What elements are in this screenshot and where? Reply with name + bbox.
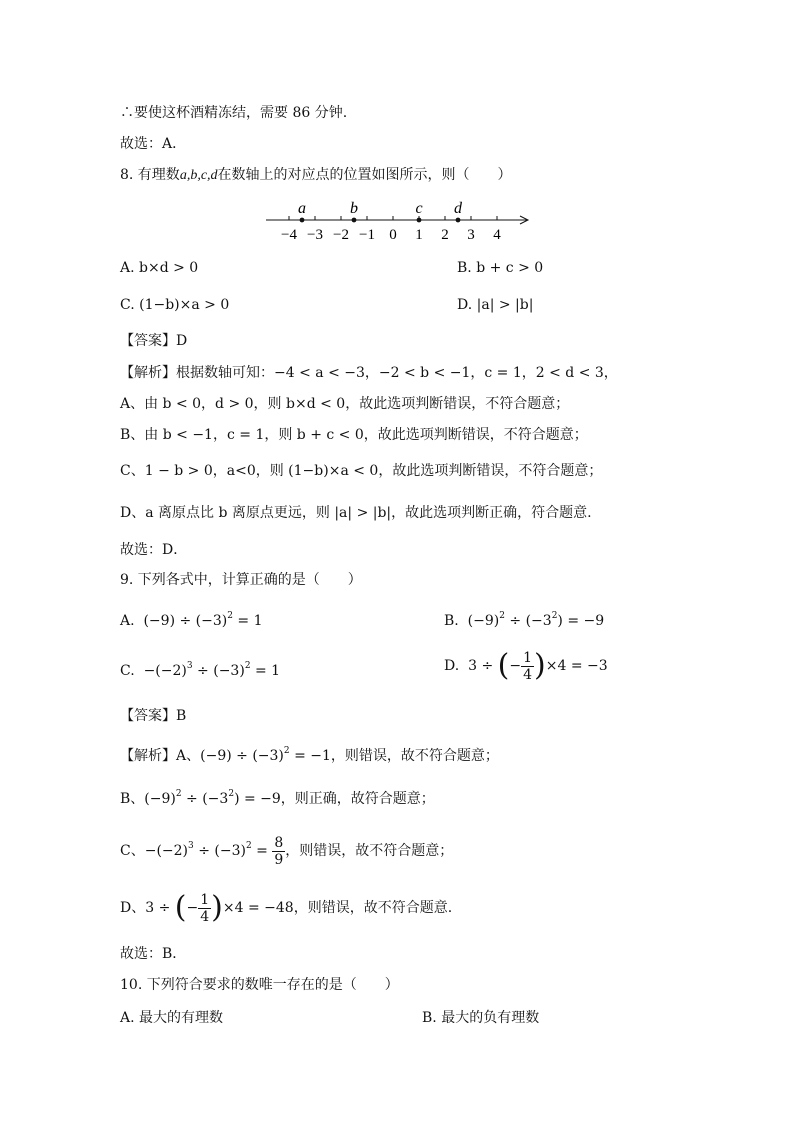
- q8-option-d: D. |a| > |b|: [457, 297, 534, 313]
- q9-option-a: A. $(-9) \div (-3)^2 = 1$: [120, 611, 263, 629]
- q9-analysis-b: B、$(-9)^2 \div (-3^2) = -9$，则正确，故符合题意；: [120, 789, 435, 807]
- axis-tick-label: −1: [359, 227, 375, 243]
- q10-stem: 10. 下列符合要求的数唯一存在的是（ ）: [120, 977, 399, 993]
- q8-option-b: B. b + c > 0: [457, 260, 544, 276]
- number-line-figure: [260, 194, 540, 244]
- q9-answer: 【答案】B: [120, 708, 187, 724]
- q9-analysis-a: 【解析】A、$(-9) \div (-3)^2 = -1$，则错误，故不符合题意；: [120, 746, 499, 764]
- q9-stem: 9. 下列各式中，计算正确的是（ ）: [120, 572, 362, 588]
- point-label-a: a: [298, 200, 306, 217]
- q8-choose: 故选：D．: [120, 542, 188, 558]
- axis-points: [298, 200, 463, 222]
- q8-answer: 【答案】D: [120, 333, 188, 349]
- q8-analysis-a: A、由 b < 0，d > 0，则 b×d < 0，故此选项判断错误，不符合题意；: [120, 396, 570, 412]
- q9-option-d: D. 3 ÷ (− $\frac{1}{4}$ )×4 = −3: [444, 648, 608, 683]
- axis-tick-label: 3: [467, 227, 475, 243]
- q8-option-c: C. (1−b)×a > 0: [120, 297, 230, 313]
- q10-option-a: A. 最大的有理数: [120, 1010, 224, 1026]
- point-label-c: c: [415, 200, 423, 217]
- axis-tick-label: 1: [415, 227, 423, 243]
- q9-choose: 故选：B．: [120, 946, 187, 962]
- point-label-b: b: [350, 200, 358, 217]
- q9-option-c: C. $-(-2)^3 \div (-3)^2 = 1$: [120, 661, 281, 679]
- q9-analysis-c: C、$-(-2)^3 \div (-3)^2$ = $\frac{8}{9}$ ，则错误，故不符合题意；: [120, 834, 454, 868]
- q9-option-b: B. $(-9)^2 \div (-3^2) = -9$: [444, 611, 605, 629]
- point-label-d: d: [454, 200, 462, 217]
- axis-tick-label: 0: [389, 227, 397, 243]
- point-c: [417, 218, 422, 223]
- q8-analysis-head: 【解析】根据数轴可知：−4 < a < −3，−2 < b < −1，c = 1，2 < d < 3，: [120, 365, 618, 381]
- conclusion-line: ∴要使这杯酒精冻结，需要 86 分钟.: [120, 105, 348, 121]
- q9-analysis-d: D、3 ÷ (− $\frac{1}{4}$ )×4 = −48，则错误，故不符合题意.: [120, 890, 453, 925]
- choose-line-q7: 故选：A．: [120, 136, 187, 152]
- q8-analysis-c: C、1 − b > 0，a<0，则 (1−b)×a < 0，故此选项判断错误，不符合题意；: [120, 463, 603, 479]
- point-d: [456, 218, 461, 223]
- q8-stem: 8. 有理数a,b,c,d在数轴上的对应点的位置如图所示，则（ ）: [120, 167, 512, 183]
- axis-tick-label: 4: [493, 227, 501, 243]
- axis-tick-label: 2: [441, 227, 449, 243]
- q8-option-a: A. b×d > 0: [120, 260, 199, 276]
- q8-analysis-d: D、a 离原点比 b 离原点更远，则 |a| > |b|，故此选项判断正确，符合题意.: [120, 505, 592, 521]
- axis-tick-label: −2: [333, 227, 349, 243]
- axis-tick-label: −4: [281, 227, 297, 243]
- point-b: [352, 218, 357, 223]
- point-a: [300, 218, 305, 223]
- q10-option-b: B. 最大的负有理数: [422, 1010, 540, 1026]
- q8-analysis-b: B、由 b < −1，c = 1，则 b + c < 0，故此选项判断错误，不符合题意；: [120, 427, 588, 443]
- axis-tick-label: −3: [307, 227, 323, 243]
